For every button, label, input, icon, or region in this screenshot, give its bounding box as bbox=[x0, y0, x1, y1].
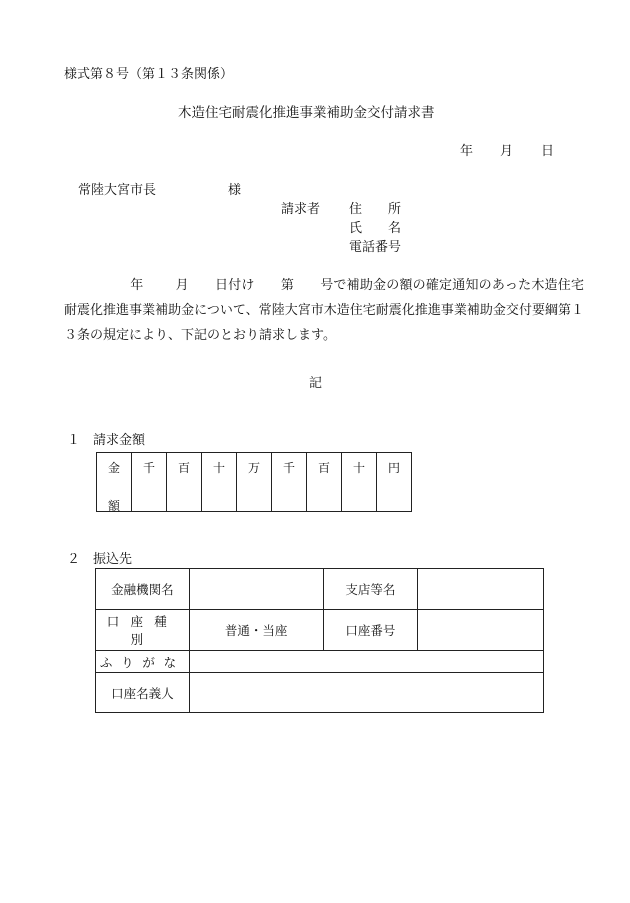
body-month: 月 bbox=[175, 278, 189, 293]
account-number-input[interactable] bbox=[418, 610, 544, 651]
document-title: 木造住宅耐震化推進事業補助金交付請求書 bbox=[178, 105, 435, 121]
bank-table bbox=[95, 568, 544, 713]
request-body bbox=[64, 273, 584, 348]
amount-unit: 万 bbox=[247, 461, 260, 475]
requester-address-label: 住 所 bbox=[349, 202, 402, 217]
amount-digit-cell[interactable] bbox=[202, 453, 237, 512]
body-year: 年 bbox=[130, 278, 144, 293]
amount-label-top: 金 bbox=[107, 461, 120, 475]
amount-unit: 十 bbox=[352, 461, 365, 475]
amount-digit-cell[interactable] bbox=[132, 453, 167, 512]
amount-table bbox=[96, 452, 412, 512]
amount-unit: 百 bbox=[317, 461, 330, 475]
amount-digit-cell[interactable] bbox=[377, 453, 412, 512]
section1-heading: １ 請求金額 bbox=[67, 433, 146, 448]
addressee-honorific: 様 bbox=[228, 183, 242, 198]
furigana-label: ふりがな bbox=[96, 651, 190, 673]
account-holder-label: 口座名義人 bbox=[96, 673, 190, 713]
body-text: 号で補助金の額の確定通知のあった木造住宅耐震化推進事業補助金について、常陸大宮市木造住宅耐震化推進事業補助金交付要綱第１３条の規定により、下記のとおり請求します。 bbox=[64, 278, 584, 343]
requester-label: 請求者 bbox=[281, 202, 321, 217]
amount-digit-cell[interactable] bbox=[167, 453, 202, 512]
account-type-label: 口座種別 bbox=[96, 610, 190, 651]
date-month: 月 bbox=[500, 144, 514, 159]
amount-digit-cell[interactable] bbox=[237, 453, 272, 512]
amount-unit: 円 bbox=[387, 461, 400, 475]
furigana-input[interactable] bbox=[189, 651, 543, 673]
body-number-prefix: 第 bbox=[280, 278, 295, 293]
requester-phone-label: 電話番号 bbox=[349, 240, 402, 255]
amount-digit-cell[interactable] bbox=[307, 453, 342, 512]
amount-unit: 千 bbox=[282, 461, 295, 475]
account-holder-input[interactable] bbox=[189, 673, 543, 713]
bank-name-label: 金融機関名 bbox=[96, 569, 190, 610]
requester-name-label: 氏 名 bbox=[349, 221, 402, 236]
bank-name-input[interactable] bbox=[189, 569, 323, 610]
section2-heading: ２ 振込先 bbox=[67, 552, 133, 567]
form-number: 様式第８号（第１３条関係） bbox=[64, 67, 234, 82]
date-year: 年 bbox=[460, 144, 474, 159]
amount-unit: 十 bbox=[212, 461, 225, 475]
amount-digit-cell[interactable] bbox=[272, 453, 307, 512]
ki-marker: 記 bbox=[309, 376, 323, 391]
amount-unit: 百 bbox=[177, 461, 190, 475]
amount-label-cell bbox=[97, 453, 132, 512]
account-number-label: 口座番号 bbox=[323, 610, 418, 651]
amount-unit: 千 bbox=[142, 461, 155, 475]
addressee-name: 常陸大宮市長 bbox=[78, 183, 157, 198]
account-type-value[interactable]: 普通・当座 bbox=[189, 610, 323, 651]
branch-label: 支店等名 bbox=[323, 569, 418, 610]
branch-input[interactable] bbox=[418, 569, 544, 610]
date-day: 日 bbox=[541, 144, 555, 159]
body-day-dated: 日付け bbox=[214, 278, 255, 293]
amount-label-bottom: 額 bbox=[107, 499, 120, 513]
amount-digit-cell[interactable] bbox=[342, 453, 377, 512]
